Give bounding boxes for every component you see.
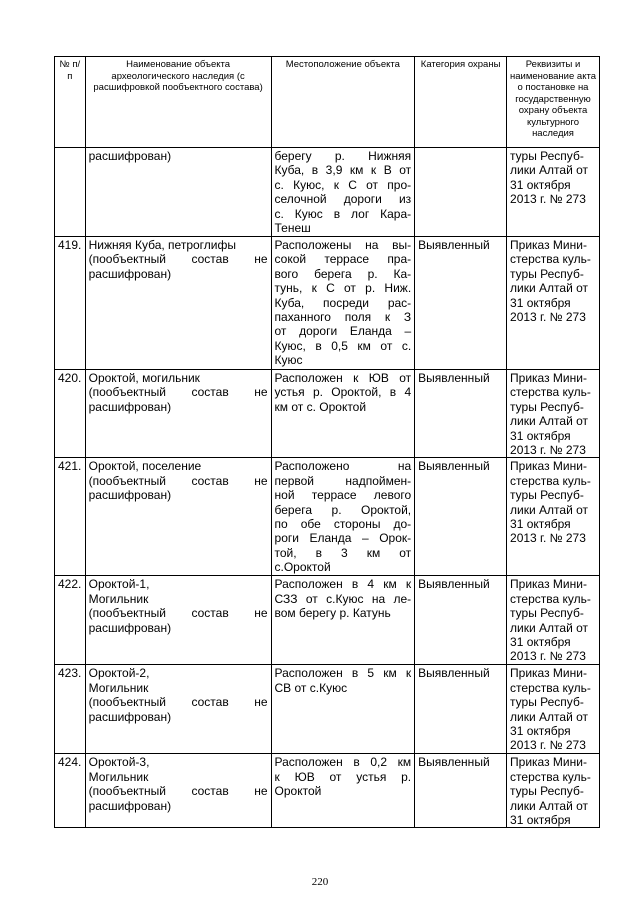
cell-text-line: устья р. Ороктой, в 4 (274, 385, 412, 400)
cell-text-line: стерства куль- (510, 385, 591, 400)
table-row (55, 370, 600, 458)
page-number: 220 (311, 876, 329, 888)
object-name (85, 754, 271, 828)
cell-text-line: стерства куль- (510, 473, 591, 488)
protection-category: Выявленный (415, 665, 507, 754)
cell-text-line: Могильник (88, 680, 149, 695)
object-location (271, 665, 415, 754)
object-location (271, 370, 415, 458)
cell-text-line: лики Алтай от (510, 620, 589, 635)
cell-text-line: туры Респуб- (510, 266, 584, 281)
cell-text-line: лики Алтай от (510, 502, 589, 517)
cell-text-line: 2013 г. № 273 (510, 738, 586, 753)
cell-text-line: лики Алтай от (510, 798, 589, 813)
cell-text-line: Расположен в 4 км к (274, 577, 412, 592)
cell-text-line: лики Алтай от (510, 281, 589, 296)
cell-text-line: (пообъектный состав не (88, 385, 268, 400)
cell-text-line: СВ от с.Куюс (274, 680, 348, 695)
table-row (55, 237, 600, 370)
protection-category (415, 148, 507, 237)
header-location: Местоположение объекта (271, 57, 415, 148)
cell-text-line: лики Алтай от (510, 163, 589, 178)
cell-text-line: Расположен в 0,2 км (274, 755, 412, 770)
cell-text-line: 31 октября (510, 177, 571, 192)
row-number (55, 148, 86, 237)
cell-text-line: Куюс (274, 353, 303, 368)
cell-text-line: Приказ Мини- (510, 755, 587, 770)
protection-category: Выявленный (415, 754, 507, 828)
act-details (507, 148, 600, 237)
object-location (271, 458, 415, 576)
act-details (507, 576, 600, 665)
cell-text-line: СЗЗ от с.Куюс на ле- (274, 591, 412, 606)
row-number: 421. (55, 458, 86, 576)
cell-text-line: (пообъектный состав не (88, 784, 268, 799)
cell-text-line: Нижняя Куба, петроглифы (88, 238, 236, 252)
protection-category: Выявленный (415, 370, 507, 458)
object-name (85, 576, 271, 665)
cell-text-line: 2013 г. № 273 (510, 443, 586, 458)
row-number: 424. (55, 754, 86, 828)
cell-text-line: стерства куль- (510, 252, 591, 267)
cell-text-line: Ороктой-3, (88, 755, 150, 770)
cell-text-line: Приказ Мини- (510, 238, 587, 252)
row-number: 423. (55, 665, 86, 754)
header-act: Реквизиты и наименование акта о постановке на государственную охрану объекта культурного наследия (507, 57, 600, 148)
cell-text-line: по обе стороны до- (274, 517, 412, 532)
cell-text-line: 31 октября (510, 724, 571, 739)
cell-text-line: с. Куюс, к С от про- (274, 177, 412, 192)
header-category: Категория охраны (415, 57, 507, 148)
cell-text-line: Ороктой (274, 784, 322, 799)
cell-text-line: расшифрован) (88, 620, 172, 635)
protection-category: Выявленный (415, 458, 507, 576)
cell-text-line: вого берега р. Ка- (274, 266, 412, 281)
cell-text-line: лики Алтай от (510, 414, 589, 429)
cell-text-line: селочной дороги из (274, 192, 412, 207)
heritage-registry-table (54, 56, 600, 828)
cell-text-line: Ороктой-2, (88, 666, 150, 681)
row-number: 419. (55, 237, 86, 370)
cell-text-line: Расположен к ЮВ от (274, 371, 412, 385)
cell-text-line: 31 октября (510, 813, 571, 828)
cell-text-line: 2013 г. № 273 (510, 531, 586, 546)
table-row (55, 458, 600, 576)
cell-text-line: расшифрован) (88, 488, 172, 503)
header-num: № п/п (55, 57, 86, 148)
table-header-row (55, 57, 600, 148)
cell-text-line: Ороктой-1, (88, 577, 150, 592)
table-row (55, 754, 600, 828)
cell-text-line: Приказ Мини- (510, 577, 587, 592)
cell-text-line: туры Респуб- (510, 695, 584, 710)
cell-text-line: 31 октября (510, 295, 571, 310)
cell-text-line: Могильник (88, 769, 149, 784)
cell-text-line: той, в 3 км от (274, 545, 412, 560)
cell-text-line: берегу р. Нижняя (274, 149, 412, 163)
cell-text-line: паханного поля к З (274, 310, 412, 325)
object-location (271, 576, 415, 665)
table-body (55, 148, 600, 828)
cell-text-line: Тенеш (274, 221, 311, 236)
header-name: Наименование объекта археологического наследия (с расшифровкой пообъектного состава) (85, 57, 271, 148)
cell-text-line: Могильник (88, 591, 149, 606)
object-name (85, 148, 271, 237)
cell-text-line: тунь, к С от р. Ниж. (274, 281, 412, 296)
cell-text-line: Куюс, в 0,5 км от с. (274, 338, 412, 353)
cell-text-line: туры Респуб- (510, 488, 584, 503)
cell-text-line: расшифрован) (88, 149, 172, 163)
act-details (507, 665, 600, 754)
cell-text-line: берега р. Ороктой, (274, 502, 412, 517)
cell-text-line: с. Куюс в лог Кара- (274, 206, 412, 221)
table-row (55, 576, 600, 665)
cell-text-line: 31 октября (510, 635, 571, 650)
cell-text-line: туры Респуб- (510, 149, 584, 163)
cell-text-line: сокой террасе пра- (274, 252, 412, 267)
object-location (271, 754, 415, 828)
object-name (85, 370, 271, 458)
object-location (271, 237, 415, 370)
cell-text-line: от дороги Еланда – (274, 324, 412, 339)
cell-text-line: Куба, посреди рас- (274, 295, 412, 310)
cell-text-line: (пообъектный состав не (88, 252, 268, 267)
object-name (85, 458, 271, 576)
cell-text-line: Приказ Мини- (510, 666, 587, 681)
cell-text-line: лики Алтай от (510, 709, 589, 724)
protection-category: Выявленный (415, 576, 507, 665)
object-name (85, 665, 271, 754)
cell-text-line: (пообъектный состав не (88, 606, 268, 621)
cell-text-line: (пообъектный состав не (88, 695, 268, 710)
cell-text-line: расшифрован) (88, 266, 172, 281)
cell-text-line: (пообъектный состав не (88, 473, 268, 488)
cell-text-line: Расположены на вы- (274, 238, 412, 252)
cell-text-line: стерства куль- (510, 680, 591, 695)
cell-text-line: к ЮВ от устья р. (274, 769, 412, 784)
act-details (507, 237, 600, 370)
cell-text-line: стерства куль- (510, 591, 591, 606)
cell-text-line: 2013 г. № 273 (510, 310, 586, 325)
cell-text-line: расшифрован) (88, 399, 172, 414)
cell-text-line: роги Еланда – Орок- (274, 531, 412, 546)
table-row (55, 148, 600, 237)
cell-text-line: Расположено на (274, 459, 412, 474)
cell-text-line: 2013 г. № 273 (510, 192, 586, 207)
cell-text-line: Приказ Мини- (510, 371, 587, 385)
cell-text-line: км от с. Ороктой (274, 399, 367, 414)
cell-text-line: Куба, в 3,9 км к В от (274, 163, 412, 178)
cell-text-line: 31 октября (510, 428, 571, 443)
object-name (85, 237, 271, 370)
row-number: 420. (55, 370, 86, 458)
act-details (507, 370, 600, 458)
cell-text-line: 2013 г. № 273 (510, 649, 586, 664)
cell-text-line: Ороктой, поселение (88, 459, 202, 474)
cell-text-line: Расположен в 5 км к (274, 666, 412, 681)
cell-text-line: первой надпоймен- (274, 473, 412, 488)
act-details (507, 458, 600, 576)
object-location (271, 148, 415, 237)
cell-text-line: Ороктой, могильник (88, 371, 200, 385)
cell-text-line: вом берегу р. Катунь (274, 606, 391, 621)
cell-text-line: ной террасе левого (274, 488, 412, 503)
cell-text-line: 31 октября (510, 517, 571, 532)
cell-text-line: Приказ Мини- (510, 459, 587, 474)
row-number: 422. (55, 576, 86, 665)
cell-text-line: туры Респуб- (510, 399, 584, 414)
cell-text-line: туры Респуб- (510, 606, 584, 621)
cell-text-line: туры Респуб- (510, 784, 584, 799)
table-row (55, 665, 600, 754)
cell-text-line: стерства куль- (510, 769, 591, 784)
act-details (507, 754, 600, 828)
cell-text-line: расшифрован) (88, 798, 172, 813)
cell-text-line: с.Ороктой (274, 560, 331, 575)
protection-category: Выявленный (415, 237, 507, 370)
cell-text-line: расшифрован) (88, 709, 172, 724)
